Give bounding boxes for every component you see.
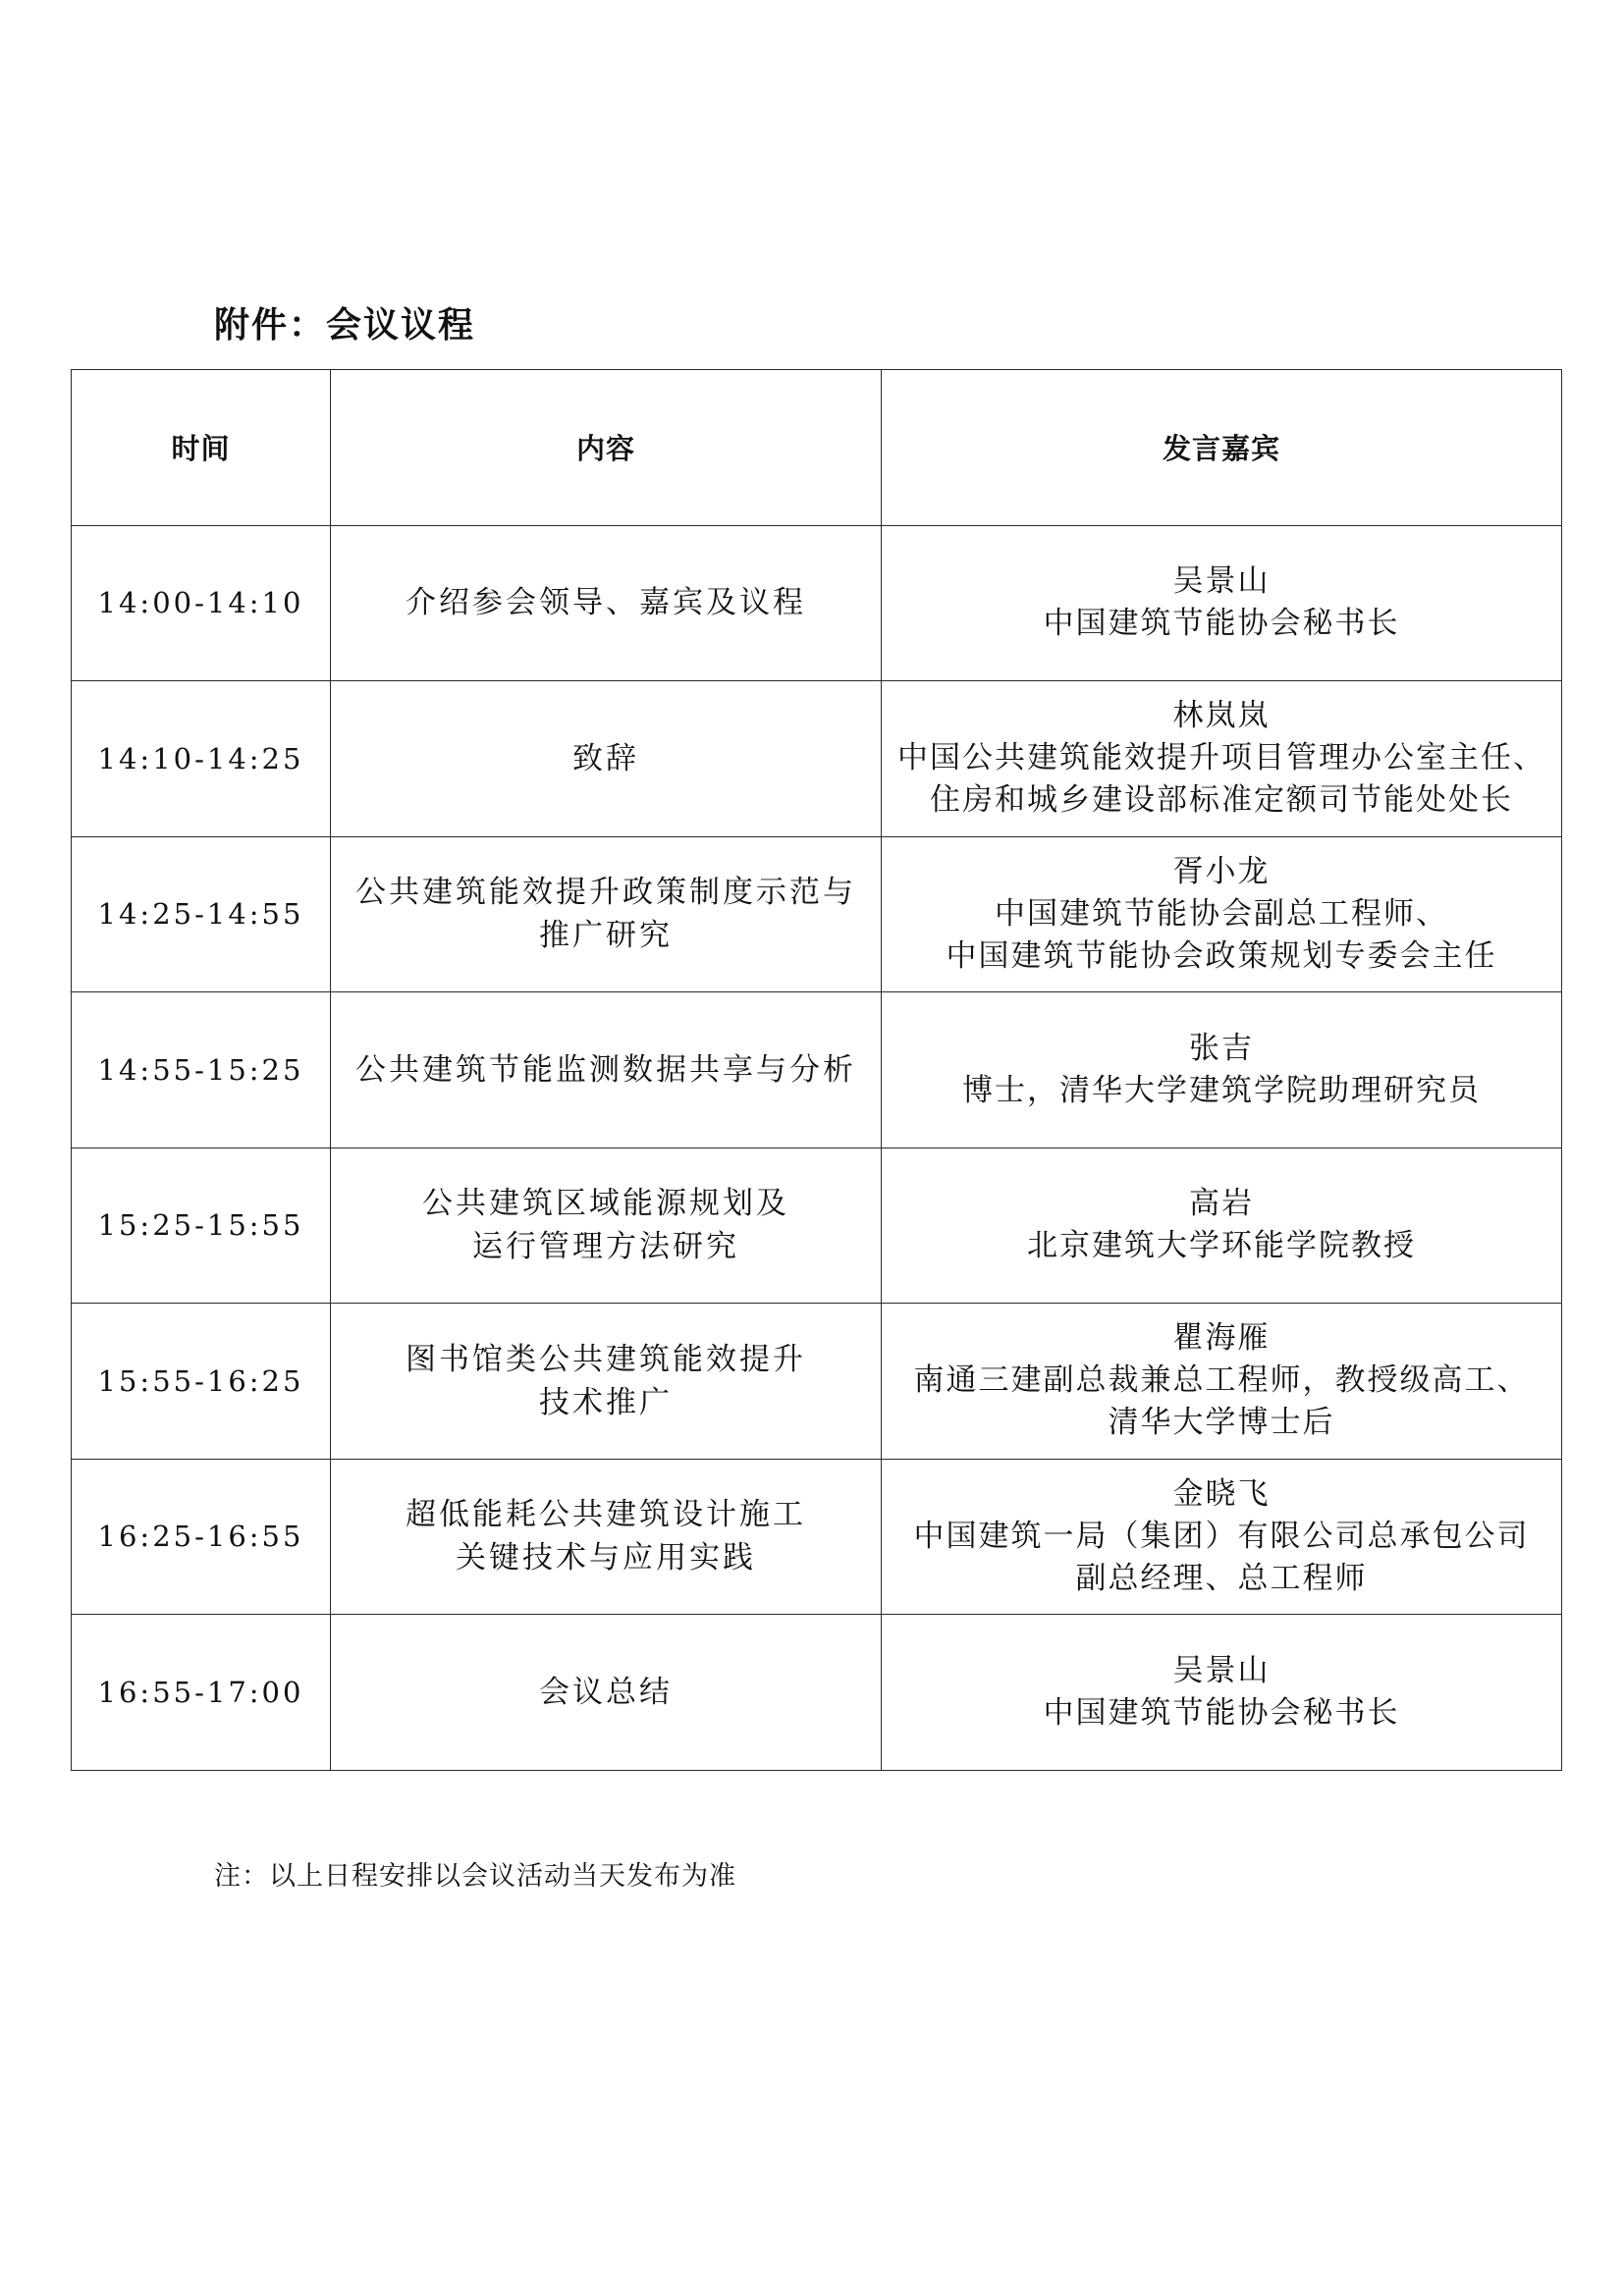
speaker-cell: [882, 992, 1562, 1148]
table-row: [72, 681, 1562, 837]
table-row: [72, 525, 1562, 681]
speaker-title-line: 中国建筑节能协会秘书长: [1043, 1694, 1400, 1731]
table-row: [72, 1459, 1562, 1615]
time-cell: 14:55-15:25: [72, 992, 331, 1148]
header-content: 内容: [331, 370, 882, 526]
speaker-title-line: 中国建筑一局（集团）有限公司总承包公司: [913, 1518, 1530, 1554]
header-speaker: 发言嘉宾: [882, 370, 1562, 526]
speaker-title-line: 清华大学博士后: [1108, 1405, 1335, 1441]
content-line: 图书馆类公共建筑能效提升: [406, 1341, 806, 1377]
speaker-title-line: 南通三建副总裁兼总工程师，教授级高工、: [913, 1362, 1530, 1399]
speaker-title-line: 中国建筑节能协会政策规划专委会主任: [946, 937, 1497, 974]
table-row: [72, 1304, 1562, 1460]
content-line: 推广研究: [539, 918, 673, 954]
speaker-name: 胥小龙: [1172, 853, 1271, 889]
content-line: 介绍参会领导、嘉宾及议程: [406, 585, 806, 621]
table-row: [72, 992, 1562, 1148]
content-cell: [331, 1459, 882, 1615]
speaker-cell: [882, 836, 1562, 992]
speaker-name: 高岩: [1189, 1186, 1254, 1222]
content-line: 关键技术与应用实践: [456, 1540, 756, 1576]
speaker-title-line: 博士，清华大学建筑学院助理研究员: [962, 1072, 1481, 1108]
content-cell: [331, 836, 882, 992]
page-title: 附件：会议议程: [214, 305, 476, 346]
speaker-name: 吴景山: [1172, 1652, 1271, 1688]
speaker-cell: [882, 1148, 1562, 1304]
time-cell: 14:10-14:25: [72, 681, 331, 837]
speaker-cell: [882, 525, 1562, 681]
time-cell: 14:00-14:10: [72, 525, 331, 681]
content-line: 公共建筑区域能源规划及: [422, 1186, 789, 1222]
speaker-title-line: 中国公共建筑能效提升项目管理办公室主任、: [897, 740, 1545, 776]
speaker-name: 张吉: [1189, 1030, 1254, 1066]
time-cell: 15:25-15:55: [72, 1148, 331, 1304]
time-cell: 16:25-16:55: [72, 1459, 331, 1615]
agenda-table: [71, 369, 1562, 1771]
speaker-title-line: 中国建筑节能协会秘书长: [1043, 606, 1400, 642]
speaker-cell: [882, 681, 1562, 837]
content-cell: [331, 992, 882, 1148]
speaker-name: 金晓飞: [1172, 1475, 1271, 1512]
table-header-row: [72, 370, 1562, 526]
content-line: 致辞: [572, 740, 639, 776]
speaker-title-line: 住房和城乡建设部标准定额司节能处处长: [930, 782, 1513, 819]
header-time: 时间: [72, 370, 331, 526]
speaker-cell: [882, 1459, 1562, 1615]
content-cell: [331, 1615, 882, 1771]
content-line: 技术推广: [539, 1384, 673, 1420]
time-cell: 16:55-17:00: [72, 1615, 331, 1771]
table-row: [72, 1615, 1562, 1771]
speaker-title-line: 副总经理、总工程师: [1075, 1560, 1368, 1596]
speaker-name: 吴景山: [1172, 563, 1271, 600]
agenda-body: [72, 525, 1562, 1770]
table-row: [72, 836, 1562, 992]
content-cell: [331, 681, 882, 837]
footnote: 注：以上日程安排以会议活动当天发布为准: [214, 1861, 736, 1892]
speaker-cell: [882, 1615, 1562, 1771]
content-line: 公共建筑能效提升政策制度示范与: [355, 875, 856, 911]
content-cell: [331, 1304, 882, 1460]
content-line: 运行管理方法研究: [472, 1229, 739, 1265]
content-line: 公共建筑节能监测数据共享与分析: [355, 1051, 856, 1088]
speaker-cell: [882, 1304, 1562, 1460]
speaker-name: 瞿海雁: [1172, 1320, 1271, 1357]
content-cell: [331, 525, 882, 681]
table-row: [72, 1148, 1562, 1304]
time-cell: 15:55-16:25: [72, 1304, 331, 1460]
content-cell: [331, 1148, 882, 1304]
speaker-title-line: 北京建筑大学环能学院教授: [1027, 1228, 1416, 1264]
speaker-name: 林岚岚: [1172, 698, 1271, 734]
time-cell: 14:25-14:55: [72, 836, 331, 992]
speaker-title-line: 中国建筑节能协会副总工程师、: [995, 895, 1448, 932]
content-line: 会议总结: [539, 1674, 673, 1710]
content-line: 超低能耗公共建筑设计施工: [406, 1497, 806, 1533]
